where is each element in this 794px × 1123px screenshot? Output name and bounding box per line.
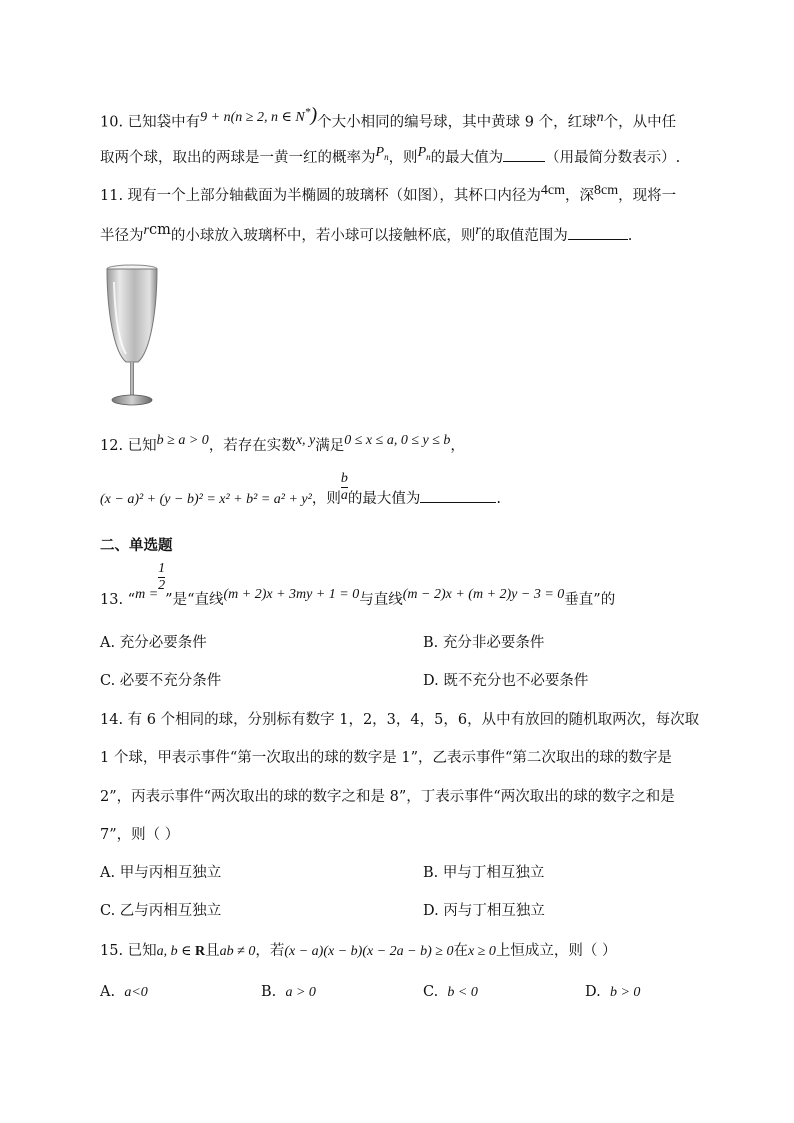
q11-r: r — [143, 223, 149, 238]
q12-text: 满足 — [315, 438, 345, 454]
q10-text: 个，从中任 — [603, 114, 677, 131]
q11-text: 的小球放入玻璃杯中，若小球可以接触杯底，则 — [170, 228, 476, 244]
q10-text: ，则 — [388, 150, 418, 166]
q13-line-b: (m − 2)x + (m + 2)y − 3 = 0 — [402, 587, 565, 602]
q14-line3: 2”，丙表示事件“两次取出的球的数字之和是 8”，丁表示事件“两次取出的球的数字之和是 — [100, 789, 675, 805]
q13-line — [100, 560, 616, 611]
q15-ab: a, b ∈ R — [156, 944, 206, 959]
q15-option-a[interactable]: A. a<0 — [100, 984, 148, 1000]
q10-pn: $P_n$ — [375, 145, 389, 162]
q10-math: 9 + n(n ≥ 2, n ∈ N*) — [200, 103, 318, 126]
q10-text: 10. 已知袋中有 — [100, 114, 201, 131]
q12-text: 的最大值为 — [347, 491, 421, 507]
q12-text: ，则 — [311, 491, 341, 507]
q12-text: 12. 已知 — [100, 438, 157, 454]
q10-pn: $P_n$ — [417, 145, 431, 162]
q11-r: r — [475, 223, 481, 238]
champagne-glass-image — [104, 262, 160, 410]
q13-option-c[interactable]: C. 必要不充分条件 — [100, 673, 222, 689]
q11-unit: cm — [148, 222, 171, 238]
q12-condition: b ≥ a > 0 — [156, 433, 209, 448]
q14-line1: 14. 有 6 个相同的球，分别标有数字 1，2，3，4，5，6，从中有放回的随机取两次，每次取 — [100, 712, 700, 728]
q12-condition: 0 ≤ x ≤ a, 0 ≤ y ≤ b — [344, 433, 451, 448]
q11-depth: 8cm — [594, 183, 619, 198]
q15-text: 上恒成立，则（ ） — [495, 943, 617, 959]
answer-blank[interactable] — [568, 225, 628, 240]
answer-blank[interactable] — [503, 147, 545, 162]
q15-text: 15. 已知 — [100, 943, 157, 959]
q15-x0: x ≥ 0 — [467, 944, 496, 959]
q10-line1 — [100, 103, 677, 134]
q12-text: . — [496, 491, 501, 507]
q15-option-c[interactable]: C. b < 0 — [423, 984, 478, 1000]
q13-fraction: $\frac{1}{2}$ — [158, 560, 166, 593]
q10-text: 取两个球，取出的两球是一黄一红的概率为 — [100, 150, 376, 166]
q12-line2 — [100, 470, 501, 510]
answer-blank[interactable] — [420, 488, 496, 503]
q13-text: ”是“直线 — [165, 592, 224, 608]
q10-n: n — [596, 109, 604, 125]
q11-text: 半径为 — [100, 228, 144, 244]
q14-option-b[interactable]: B. 甲与丁相互独立 — [423, 865, 545, 881]
q15-text: 在 — [453, 943, 468, 959]
q14-line2: 1 个球，甲表示事件“第一次取出的球的数字是 1”，乙表示事件“第二次取出的球的数字是 — [100, 750, 672, 766]
q11-diameter: 4cm — [540, 183, 566, 198]
q13-option-a[interactable]: A. 充分必要条件 — [100, 635, 207, 651]
q12-xy: x, y — [295, 433, 316, 448]
q13-option-b[interactable]: B. 充分非必要条件 — [423, 635, 545, 651]
q13-option-d[interactable]: D. 既不充分也不必要条件 — [423, 673, 589, 689]
q14-option-c[interactable]: C. 乙与丙相互独立 — [100, 903, 222, 919]
q12-fraction: $\frac{b}{a}$ — [340, 470, 348, 503]
q10-text: （用最简分数表示）. — [545, 150, 681, 166]
q11-line2 — [100, 222, 633, 247]
q11-text: 11. 现有一个上部分轴截面为半椭圆的玻璃杯（如图），其杯口内径为 — [100, 188, 541, 204]
q12-line1 — [100, 433, 465, 457]
q15-text: ，若 — [255, 943, 285, 959]
section-heading: 二、单选题 — [100, 538, 173, 554]
q13-text: 13. “ — [100, 592, 136, 608]
q11-text: ，现将一 — [618, 188, 677, 204]
q15-line — [100, 941, 616, 962]
q15-inequality: (x − a)(x − b)(x − 2a − b) ≥ 0 — [284, 944, 454, 959]
q12-equation: (x − a)² + (y − b)² = x² + b² = a² + y² — [100, 492, 312, 507]
q11-text: ，深 — [565, 188, 595, 204]
q15-abn: ab ≠ 0 — [219, 944, 256, 959]
q13-line-a: (m + 2)x + 3my + 1 = 0 — [223, 587, 360, 602]
q12-text: ， — [450, 438, 465, 454]
q10-text: 个大小相同的编号球，其中黄球 9 个，红球 — [317, 114, 597, 131]
q11-text: 的取值范围为 — [480, 228, 568, 244]
q11-line1 — [100, 183, 677, 207]
q11-text: . — [627, 228, 633, 244]
q14-line4: 7”，则（ ） — [100, 827, 180, 843]
q13-text: 与直线 — [359, 592, 403, 608]
q10-line2 — [100, 147, 680, 173]
q10-text: 的最大值为 — [430, 150, 504, 166]
q13-text: 垂直”的 — [564, 592, 616, 608]
q13-m: m = — [135, 587, 159, 602]
q15-option-d[interactable]: D. b > 0 — [585, 984, 641, 1000]
q14-option-a[interactable]: A. 甲与丙相互独立 — [100, 865, 222, 881]
q12-text: ，若存在实数 — [208, 438, 296, 454]
q15-option-b[interactable]: B. a > 0 — [261, 984, 316, 1000]
q14-option-d[interactable]: D. 丙与丁相互独立 — [423, 903, 545, 919]
q15-text: 且 — [205, 943, 220, 959]
